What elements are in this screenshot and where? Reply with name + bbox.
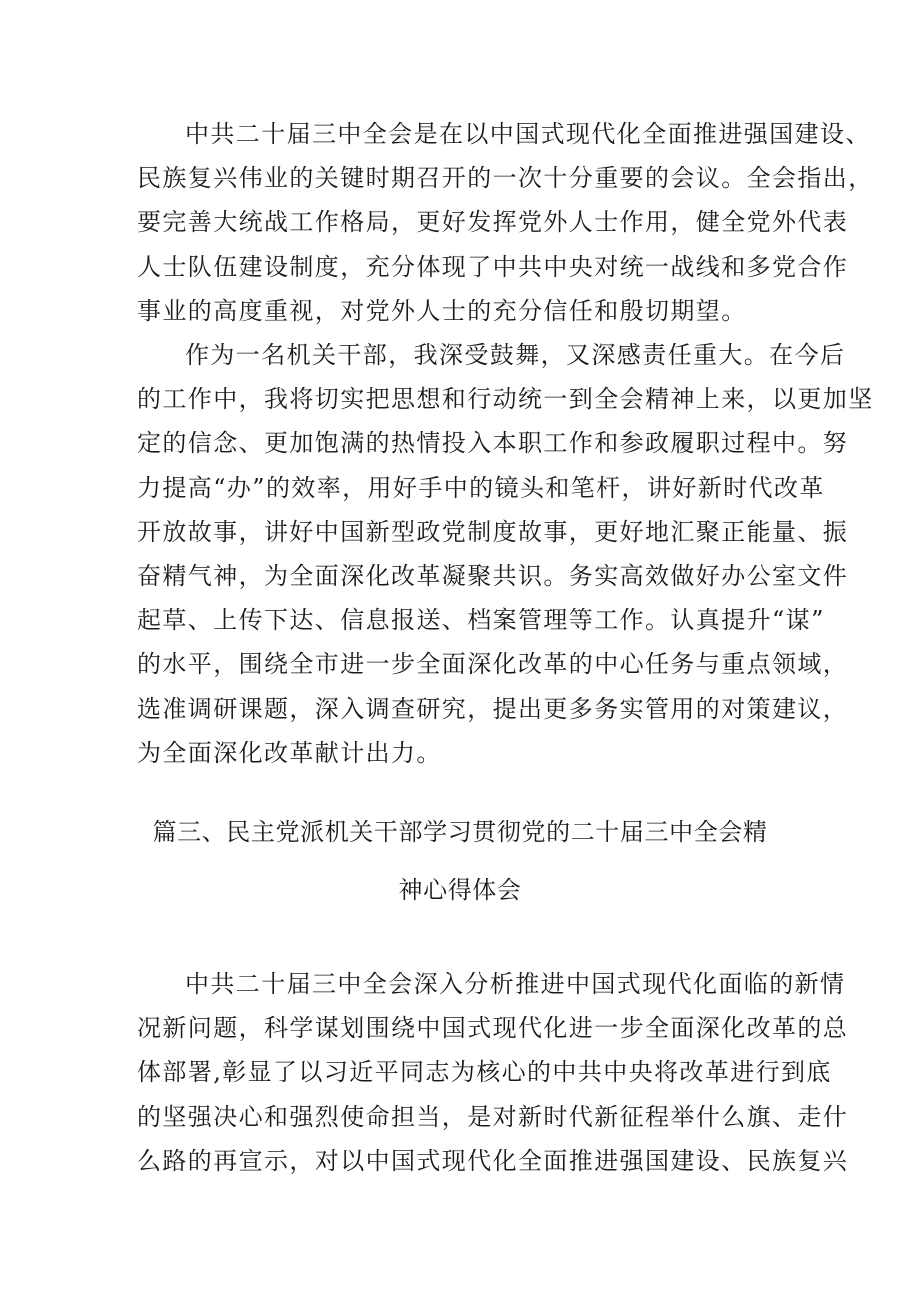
paragraph-line: 为全面深化改革献计出力。 [137, 738, 442, 767]
paragraph-line: 要完善大统战工作格局，更好发挥党外人士作用，健全党外代表 [137, 208, 849, 237]
paragraph-line: 中共二十届三中全会是在以中国式现代化全面推进强国建设、 [185, 120, 871, 148]
paragraph-2 [137, 333, 874, 775]
paragraph-line: 定的信念、更加饱满的热情投入本职工作和参政履职过程中。努 [137, 429, 849, 458]
section-paragraph [137, 962, 849, 1183]
paragraph-line: 作为一名机关干部，我深受鼓舞，又深感责任重大。在今后 [185, 341, 846, 369]
paragraph-line: 么路的再宣示，对以中国式现代化全面推进强国建设、民族复兴 [137, 1146, 849, 1175]
paragraph-line: 的坚强决心和强烈使命担当，是对新时代新征程举什么旗、走什 [137, 1102, 849, 1131]
paragraph-line: 体部署,彰显了以习近平同志为核心的中共中央将改革进行到底 [137, 1058, 832, 1087]
paragraph-line: 起草、上传下达、信息报送、档案管理等工作。认真提升“谋” [137, 606, 825, 635]
paragraph-line: 况新问题，科学谋划围绕中国式现代化进一步全面深化改革的总 [137, 1014, 849, 1043]
paragraph-1 [137, 112, 874, 333]
paragraph-line: 的水平，围绕全市进一步全面深化改革的中心任务与重点领域， [137, 650, 849, 679]
paragraph-line: 的工作中，我将切实把思想和行动统一到全会精神上来，以更加坚 [137, 385, 874, 414]
paragraph-line: 选准调研课题，深入调查研究，提出更多务实管用的对策建议， [137, 694, 849, 723]
paragraph-line: 力提高“办”的效率，用好手中的镜头和笔杆，讲好新时代改革 [137, 473, 825, 502]
paragraph-line: 开放故事，讲好中国新型政党制度故事，更好地汇聚正能量、振 [137, 517, 849, 546]
paragraph-line: 事业的高度重视，对党外人士的充分信任和殷切期望。 [137, 296, 747, 325]
paragraph-line: 奋精气神，为全面深化改革凝聚共识。务实高效做好办公室文件 [137, 561, 849, 590]
section-heading-line-2: 神心得体会 [398, 876, 522, 904]
section-heading-line-1: 篇三、民主党派机关干部学习贯彻党的二十届三中全会精 [152, 818, 768, 846]
paragraph-line: 民族复兴伟业的关键时期召开的一次十分重要的会议。全会指出， [137, 164, 874, 193]
paragraph-line: 中共二十届三中全会深入分析推进中国式现代化面临的新情 [185, 970, 846, 998]
paragraph-line: 人士队伍建设制度，充分体现了中共中央对统一战线和多党合作 [137, 252, 849, 281]
